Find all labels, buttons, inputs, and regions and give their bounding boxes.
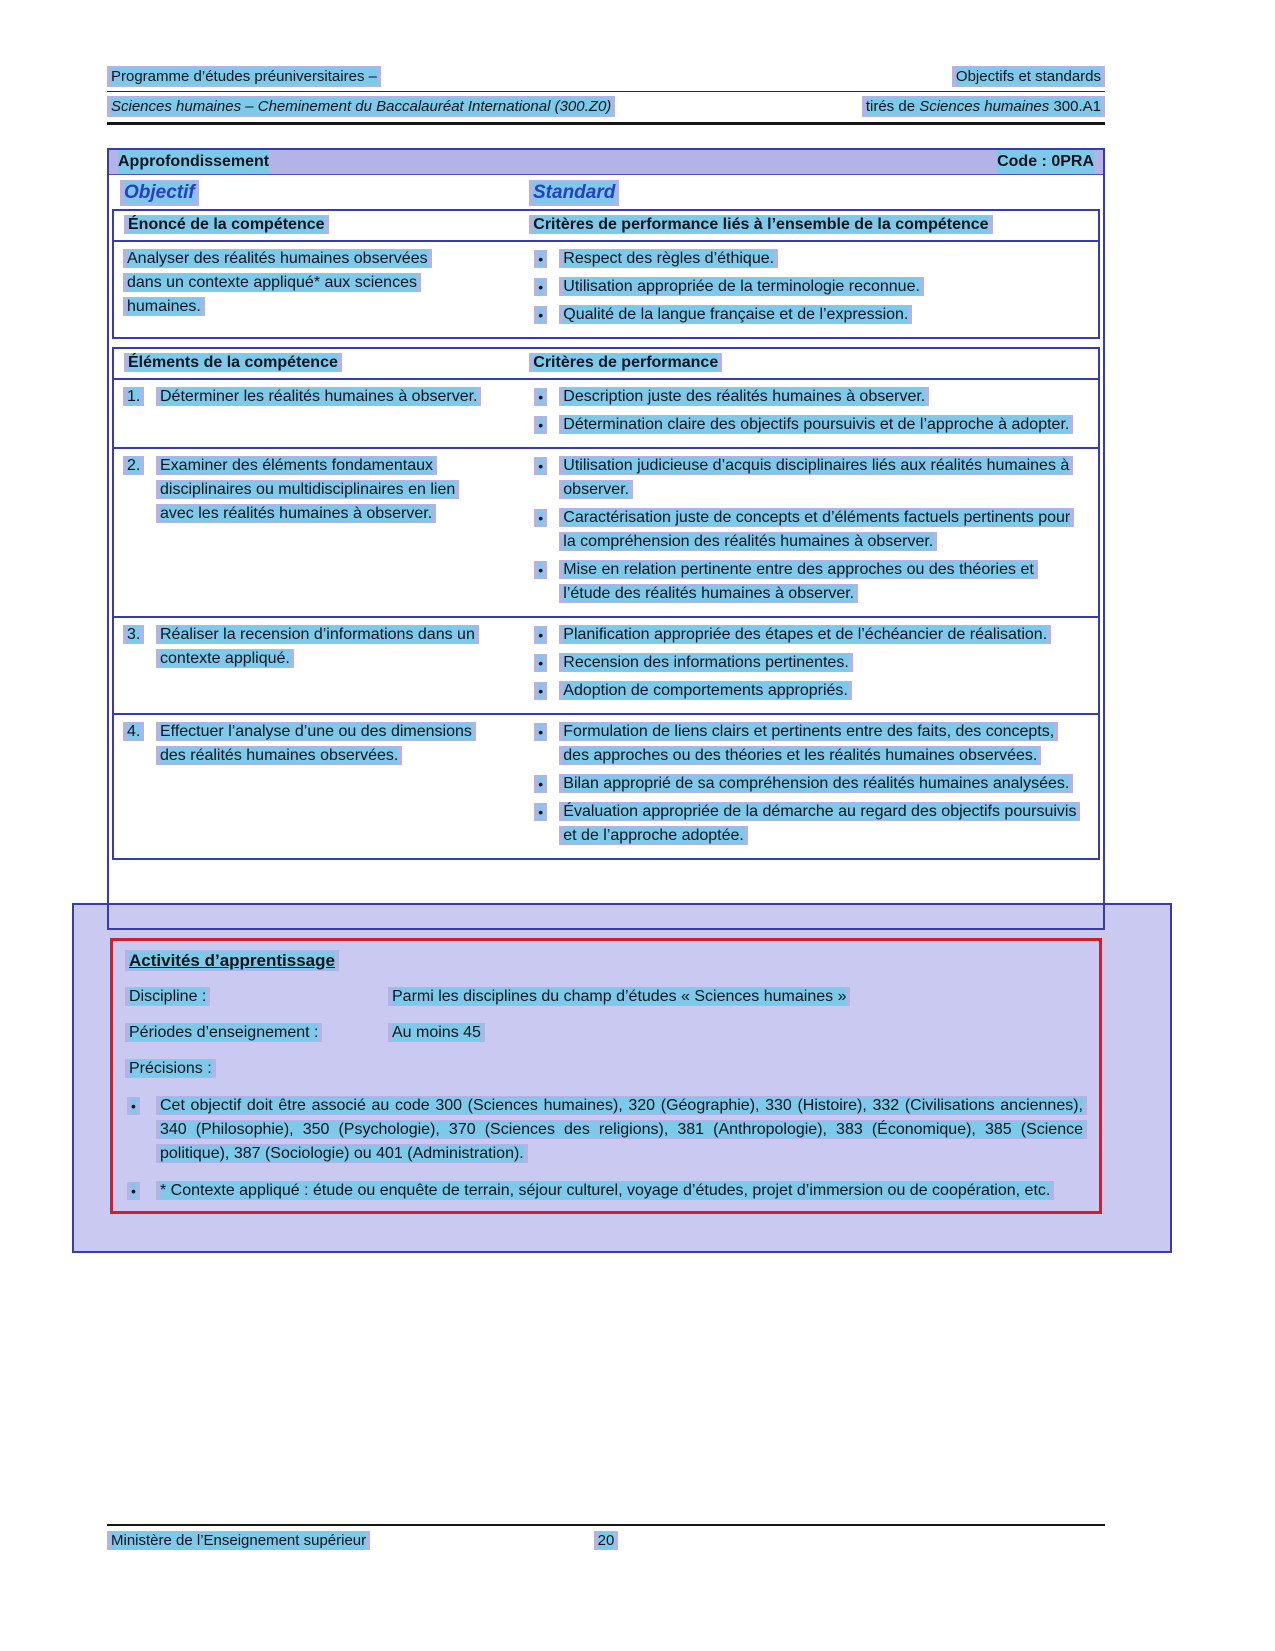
competence-table (112, 209, 1100, 339)
periods-row (125, 1021, 1087, 1045)
discipline-label: Discipline : (125, 985, 388, 1009)
criteria-cell (527, 385, 1098, 441)
criterion-item (527, 679, 1098, 703)
criteria-cell (527, 454, 1098, 610)
element-row-3 (114, 616, 1098, 713)
competence-table-header (114, 211, 1098, 242)
element-cell (114, 454, 527, 610)
criterion-item (527, 385, 1098, 409)
criteria-cell (527, 720, 1098, 852)
competence-row (114, 242, 1098, 337)
bullet-icon: • (527, 679, 559, 703)
element-row-1 (114, 380, 1098, 447)
criterion-item (527, 772, 1098, 796)
competence-header-left: Énoncé de la compétence (114, 213, 527, 237)
bullet-icon: • (527, 385, 559, 409)
standard-heading: Standard (529, 180, 619, 206)
bullet-icon: • (527, 720, 559, 768)
bullet-icon: • (527, 651, 559, 675)
competence-statement: Analyser des réalités humaines observées dans un contexte appliqué* aux sciences humaines. (123, 247, 455, 331)
criterion-text: Utilisation judicieuse d’acquis disciplinaires liés aux réalités humaines à observer. (559, 454, 1098, 502)
criterion-text: Respect des règles d’éthique. (559, 247, 1098, 271)
element-text: Réaliser la recension d’informations dans un contexte appliqué. (156, 623, 488, 707)
criterion-text: Utilisation appropriée de la terminologie reconnue. (559, 275, 1098, 299)
page-footer (107, 1524, 1105, 1550)
criterion-text: Planification appropriée des étapes et de l’échéancier de réalisation. (559, 623, 1098, 647)
element-number: 3. (123, 623, 156, 707)
bullet-icon: • (527, 623, 559, 647)
competence-header-right: Critères de performance liés à l’ensemble de la compétence (527, 213, 1098, 237)
element-number: 1. (123, 385, 156, 441)
competence-criteria-cell (527, 247, 1098, 331)
column-headings (109, 175, 1103, 209)
criterion-text: Détermination claire des objectifs poursuivis et de l’approche à adopter. (559, 413, 1098, 437)
element-number: 2. (123, 454, 156, 610)
bullet-icon: • (527, 506, 559, 554)
page-header-row-1 (107, 66, 1105, 92)
footer-spacer (618, 1531, 1105, 1550)
bullet-icon: • (125, 1179, 156, 1203)
bullet-icon: • (527, 275, 559, 299)
periods-value: Au moins 45 (388, 1021, 485, 1045)
element-number: 4. (123, 720, 156, 852)
page-header (107, 66, 1105, 125)
footer-ministry: Ministère de l’Enseignement supérieur (107, 1531, 594, 1550)
bullet-icon: • (527, 800, 559, 848)
elements-header-left: Éléments de la compétence (114, 351, 527, 375)
activities-bullet-text: * Contexte appliqué : étude ou enquête de terrain, séjour culturel, voyage d’études, projet d’immersion ou de coopération, etc. (156, 1179, 1087, 1203)
criterion-item (527, 558, 1098, 606)
objectif-heading: Objectif (120, 180, 199, 206)
criterion-text: Adoption de comportements appropriés. (559, 679, 1098, 703)
activities-section (110, 938, 1102, 1214)
precisions-label: Précisions : (125, 1057, 388, 1081)
criterion-text: Bilan approprié de sa compréhension des réalités humaines analysées. (559, 772, 1098, 796)
criterion-text: Formulation de liens clairs et pertinents entre des faits, des concepts, des approches ou des théories et les réalités humaines observées. (559, 720, 1098, 768)
element-row-2 (114, 447, 1098, 616)
activities-bullet-text: Cet objectif doit être associé au code 300 (Sciences humaines), 320 (Géographie), 330 (Histoire), 332 (Civilisations anciennes), 340 (Philosophie), 350 (Psychologie), 370 (Sciences des religions), 381 (Anthropologie), 383 (Économique), 385 (Science politique), 387 (Sociologie) ou 401 (Administration). (156, 1094, 1087, 1166)
element-text: Déterminer les réalités humaines à observer. (156, 385, 481, 441)
section-banner (109, 150, 1103, 175)
criterion-item (527, 247, 1098, 271)
activities-bullet-2 (125, 1179, 1087, 1203)
element-row-4 (114, 713, 1098, 858)
discipline-value: Parmi les disciplines du champ d’études « Sciences humaines » (388, 985, 850, 1009)
header-objectifs-standards: Objectifs et standards (952, 66, 1105, 87)
elements-header-right: Critères de performance (527, 351, 1098, 375)
element-text: Examiner des éléments fondamentaux disciplinaires ou multidisciplinaires en lien avec les réalités humaines à observer. (156, 454, 488, 610)
element-cell (114, 623, 527, 707)
activities-title: Activités d’apprentissage (125, 949, 1087, 973)
criterion-text: Qualité de la langue française et de l’expression. (559, 303, 1098, 327)
bullet-icon: • (527, 772, 559, 796)
criterion-item (527, 623, 1098, 647)
bullet-icon: • (527, 413, 559, 437)
header-program-title: Programme d’études préuniversitaires – (107, 66, 381, 87)
criterion-text: Recension des informations pertinentes. (559, 651, 1098, 675)
precisions-row (125, 1057, 1087, 1081)
periods-label: Périodes d’enseignement : (125, 1021, 388, 1045)
elements-table-header (114, 349, 1098, 380)
page-header-row-2 (107, 92, 1105, 122)
criterion-text: Mise en relation pertinente entre des approches ou des théories et l’étude des réalités humaines à observer. (559, 558, 1098, 606)
page-number: 20 (594, 1531, 619, 1550)
banner-title: Approfondissement (118, 150, 269, 174)
criterion-text: Description juste des réalités humaines à observer. (559, 385, 1098, 409)
criterion-item (527, 720, 1098, 768)
objectif-standard-section (107, 148, 1105, 930)
header-program-subtitle: Sciences humaines – Cheminement du Baccalauréat International (300.Z0) (107, 96, 615, 117)
criterion-item (527, 413, 1098, 437)
competence-statement-cell (114, 247, 527, 331)
element-text: Effectuer l’analyse d’une ou des dimensions des réalités humaines observées. (156, 720, 488, 852)
criterion-item (527, 275, 1098, 299)
element-cell (114, 385, 527, 441)
criterion-item (527, 651, 1098, 675)
elements-table (112, 347, 1100, 860)
activities-bullet-1 (125, 1094, 1087, 1166)
bullet-icon: • (527, 454, 559, 502)
bullet-icon: • (527, 303, 559, 327)
bullet-icon: • (527, 247, 559, 271)
criterion-item (527, 506, 1098, 554)
criteria-cell (527, 623, 1098, 707)
criterion-item (527, 303, 1098, 327)
element-cell (114, 720, 527, 852)
banner-code: Code : 0PRA (997, 150, 1094, 174)
criterion-item (527, 454, 1098, 502)
header-source-reference: tirés de Sciences humaines 300.A1 (862, 96, 1105, 117)
bullet-icon: • (527, 558, 559, 606)
criterion-text: Caractérisation juste de concepts et d’éléments factuels pertinents pour la compréhension des réalités humaines à observer. (559, 506, 1098, 554)
discipline-row (125, 985, 1087, 1009)
criterion-item (527, 800, 1098, 848)
criterion-text: Évaluation appropriée de la démarche au regard des objectifs poursuivis et de l’approche adoptée. (559, 800, 1098, 848)
bullet-icon: • (125, 1094, 156, 1166)
